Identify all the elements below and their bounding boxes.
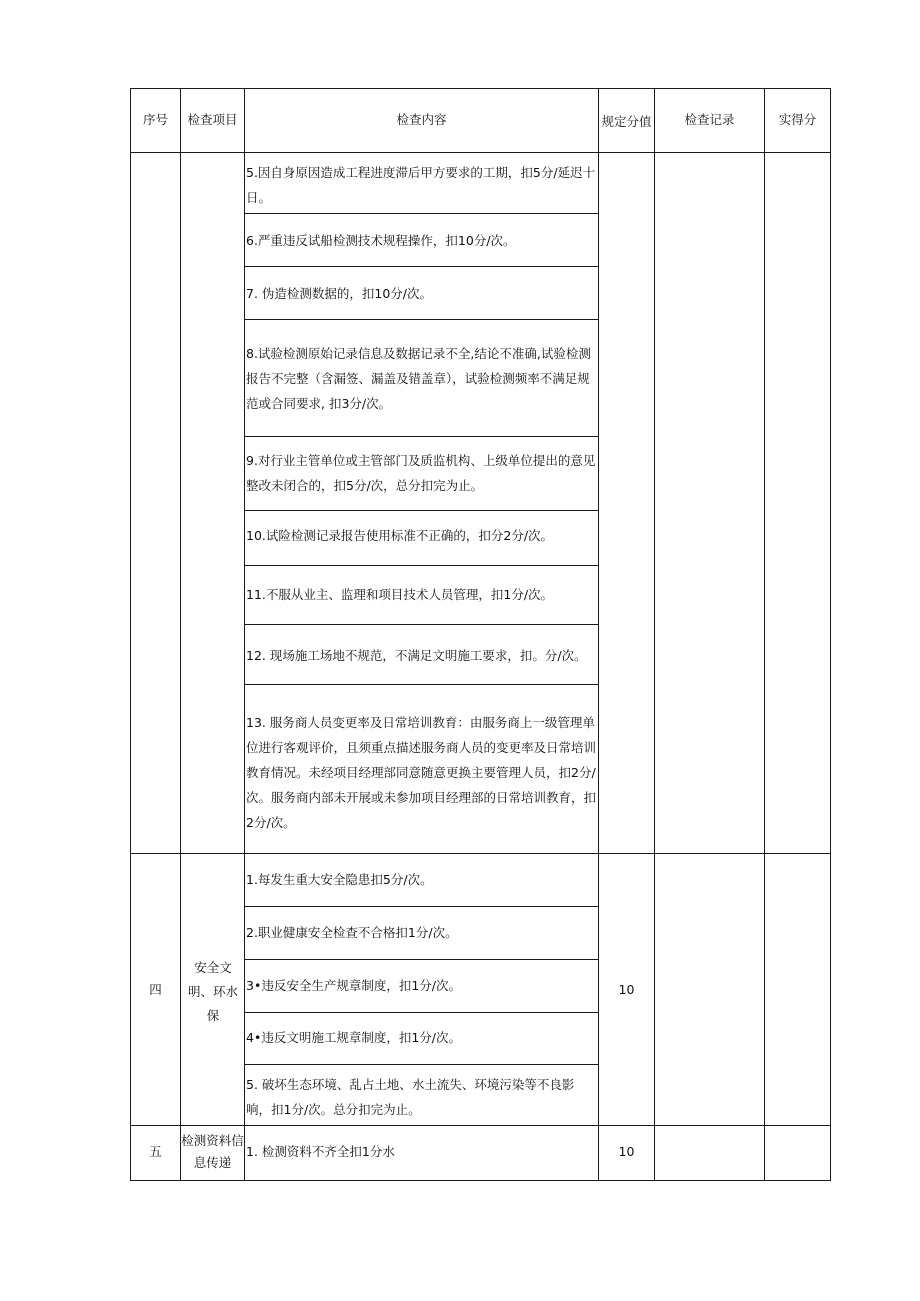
list-item: 8.试验检测原始记录信息及数据记录不全,结论不准确,试验检测报告不完整（含漏签、漏盖及错盖章），试验检测频率不满足规范或合同要求, 扣3分/次。 <box>246 346 591 411</box>
row-divider <box>244 684 599 685</box>
list-item: 3•违反安全生产规章制度，扣1分/次。 <box>246 978 461 993</box>
header-record: 检查记录 <box>684 112 735 127</box>
section4-score: 10 <box>618 982 635 997</box>
row-divider <box>244 319 599 320</box>
header-content: 检查内容 <box>396 112 447 127</box>
header-seq: 序号 <box>142 112 168 127</box>
list-item: 7. 伪造检测数据的，扣10分/次。 <box>246 286 433 301</box>
section5-seq: 五 <box>149 1144 162 1159</box>
row-divider <box>244 1064 599 1065</box>
list-item: 9.对行业主管单位或主管部门及质监机构、上级单位提出的意见整改未闭合的，扣5分/次，总分扣完为止。 <box>246 453 596 493</box>
col-border <box>180 88 181 1181</box>
col-border <box>244 88 245 1181</box>
row-divider <box>244 510 599 511</box>
list-item: 12. 现场施工场地不规范，不满足文明施工要求，扣。分/次。 <box>246 648 587 663</box>
list-item: 4•违反文明施工规章制度，扣1分/次。 <box>246 1030 461 1045</box>
header-item: 检查项目 <box>187 112 238 127</box>
row-divider <box>244 1012 599 1013</box>
header-actual: 实得分 <box>778 112 817 127</box>
section5-score: 10 <box>618 1144 635 1159</box>
list-item: 5.因自身原因造成工程进度滞后甲方要求的工期，扣5分/延迟十日。 <box>246 165 596 205</box>
section-divider <box>130 853 831 854</box>
row-divider <box>244 959 599 960</box>
row-divider <box>244 565 599 566</box>
list-item: 1. 检测资料不齐全扣1分水 <box>246 1144 395 1159</box>
table-top-border <box>130 88 831 89</box>
row-divider <box>244 436 599 437</box>
list-item: 11.不服从业主、监理和项目技术人员管理，扣1分/次。 <box>246 587 554 602</box>
list-item: 10.试险检测记录报告使用标准不正确的，扣分2分/次。 <box>246 528 554 543</box>
header-score: 规定分值 <box>601 114 652 129</box>
list-item: 1.每发生重大安全隐患扣5分/次。 <box>246 872 433 887</box>
section5-item: 检测资料信息传递 <box>181 1133 244 1170</box>
section4-item: 安全文明、环水保 <box>187 960 238 1023</box>
col-border <box>598 88 599 1181</box>
list-item: 5. 破坏生态环境、乱占土地、水土流失、环境污染等不良影响，扣1分/次。总分扣完为止。 <box>246 1077 575 1117</box>
list-item: 13. 服务商人员变更率及日常培训教育：由服务商上一级管理单位进行客观评价，且须重点描述服务商人员的变更率及日常培训教育情况。未经项目经理部同意随意更换主要管理人员，扣2分/次。服务商内部未开展或未参加项目经理部的日常培训教育，扣2分/次。 <box>246 715 597 830</box>
row-divider <box>244 624 599 625</box>
row-divider <box>244 213 599 214</box>
col-border <box>130 88 131 1181</box>
row-divider <box>244 906 599 907</box>
col-border <box>654 88 655 1181</box>
col-border <box>764 88 765 1181</box>
header-bottom-border <box>130 152 831 153</box>
list-item: 2.职业健康安全检查不合格扣1分/次。 <box>246 925 458 940</box>
list-item: 6.严重违反试船检测技术规程操作，扣10分/次。 <box>246 233 516 248</box>
col-border <box>830 88 831 1181</box>
row-divider <box>244 266 599 267</box>
section4-seq: 四 <box>149 982 162 997</box>
table-bottom-border <box>130 1180 831 1181</box>
section-divider <box>130 1125 831 1126</box>
